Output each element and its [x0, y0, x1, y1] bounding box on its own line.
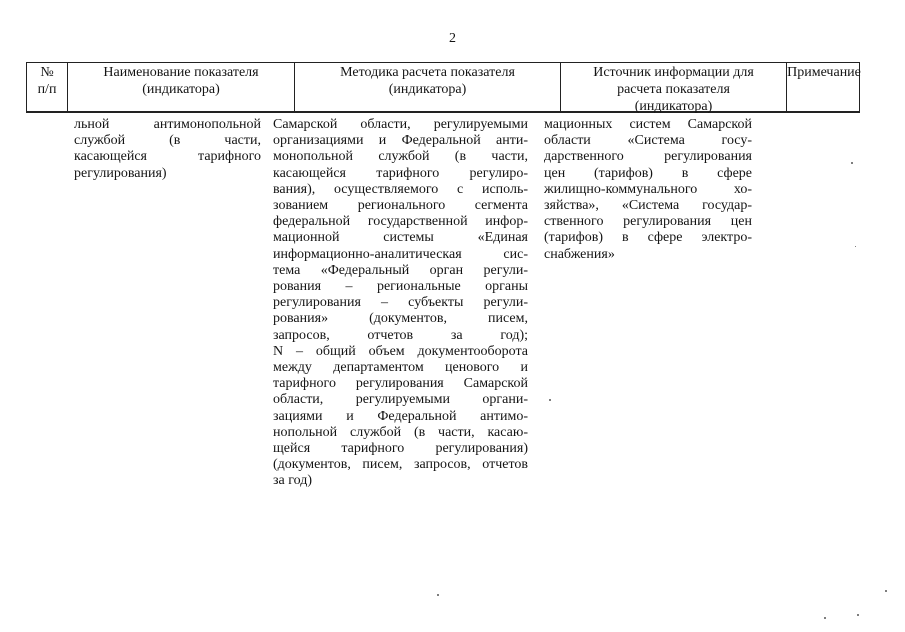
scan-speck — [885, 590, 887, 592]
cell-text-line: зяйства», «Система государ- — [544, 198, 752, 214]
cell-text-line: N – общий объем документооборота — [273, 343, 528, 359]
header-information-source-line-2: расчета показателя — [617, 82, 730, 97]
scan-speck — [851, 162, 853, 164]
header-number-line-1: № — [40, 65, 54, 80]
cell-text-line: регулирования – субъекты регули- — [273, 295, 528, 311]
cell-text-line: вания), осуществляемого с исполь- — [273, 181, 528, 197]
scan-speck — [437, 594, 439, 596]
cell-text-line: нопольной службой (в части, касаю- — [273, 424, 528, 440]
header-number-line-2: п/п — [37, 82, 57, 97]
header-number — [27, 63, 68, 111]
scan-speck — [549, 399, 551, 401]
scan-speck — [855, 246, 856, 247]
cell-text-line: федеральной государственной инфор- — [273, 214, 528, 230]
cell-text-line: ственного регулирования цен — [544, 214, 752, 230]
cell-text-line: цен (тарифов) в сфере — [544, 165, 752, 181]
cell-text-line: зованием регионального сегмента — [273, 198, 528, 214]
header-indicator-name-line-1: Наименование показателя — [103, 65, 259, 80]
header-calculation-method-line-1: Методика расчета показателя — [340, 65, 515, 80]
page-number: 2 — [449, 31, 456, 46]
cell-text-line: снабжения» — [544, 246, 615, 262]
cell-text-line: рования – региональные органы — [273, 279, 528, 295]
cell-text-line: (документов, писем, запросов, отчетов — [273, 457, 528, 473]
cell-text-line: за год) — [273, 473, 313, 489]
cell-text-line: жилищно-коммунального хо- — [544, 181, 752, 197]
information-source-cell — [544, 117, 752, 263]
header-information-source — [561, 63, 787, 114]
cell-text-line: Самарской области, регулируемыми — [273, 117, 528, 132]
cell-text-line: запросов, отчетов за год); — [273, 327, 528, 343]
header-calculation-method-line-2: (индикатора) — [388, 82, 467, 97]
scan-speck — [824, 617, 826, 619]
cell-text-line: области «Система госу- — [544, 133, 752, 149]
cell-text-line: (тарифов) в сфере электро- — [544, 230, 752, 246]
header-information-source-line-3: (индикатора) — [634, 99, 713, 114]
cell-text-line: льной антимонопольной — [74, 117, 261, 132]
cell-text-line: касающейся тарифного — [74, 149, 261, 165]
header-note — [787, 63, 861, 111]
scan-speck — [857, 614, 859, 616]
header-calculation-method — [295, 63, 561, 111]
table-header-row — [26, 62, 860, 113]
cell-text-line: рования» (документов, писем, — [273, 311, 528, 327]
header-note-line-1: Примечание — [787, 65, 861, 80]
cell-text-line: между департаментом ценового и — [273, 360, 528, 376]
cell-text-line: регулирования) — [74, 165, 167, 181]
cell-text-line: касающейся тарифного регулиро- — [273, 165, 528, 181]
cell-text-line: тарифного регулирования Самарской — [273, 376, 528, 392]
header-information-source-line-1: Источник информации для — [593, 65, 754, 80]
cell-text-line: информационно-аналитическая сис- — [273, 246, 528, 262]
cell-text-line: мационных систем Самарской — [544, 117, 752, 132]
cell-text-line: службой (в части, — [74, 133, 261, 149]
header-indicator-name — [68, 63, 295, 111]
cell-text-line: монопольной службой (в части, — [273, 149, 528, 165]
cell-text-line: области, регулируемыми органи- — [273, 392, 528, 408]
indicator-name-cell — [74, 117, 261, 182]
cell-text-line: щейся тарифного регулирования) — [273, 441, 528, 457]
calculation-method-cell — [273, 117, 528, 490]
cell-text-line: мационной системы «Единая — [273, 230, 528, 246]
cell-text-line: тема «Федеральный орган регули- — [273, 262, 528, 278]
cell-text-line: организациями и Федеральной анти- — [273, 133, 528, 149]
cell-text-line: дарственного регулирования — [544, 149, 752, 165]
header-indicator-name-line-2: (индикатора) — [142, 82, 220, 97]
cell-text-line: зациями и Федеральной антимо- — [273, 408, 528, 424]
